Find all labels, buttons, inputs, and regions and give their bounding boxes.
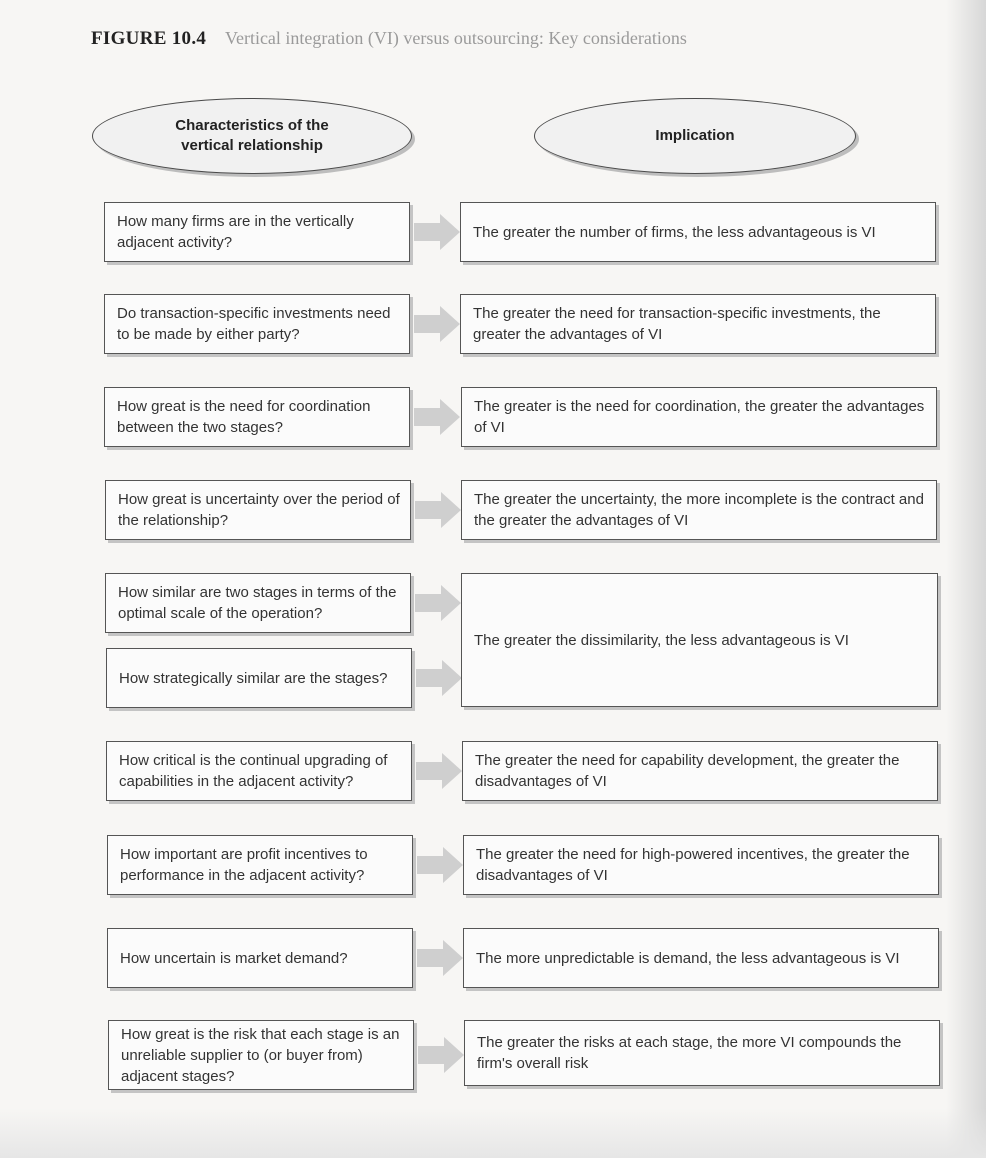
question-box-coordination <box>104 387 410 447</box>
page-edge-shadow <box>946 0 986 1158</box>
arrow-icon <box>418 1035 464 1075</box>
page-bottom-shadow <box>0 1108 986 1158</box>
question-box-transaction-investments <box>104 294 410 354</box>
question-text: How similar are two stages in terms of the optimal scale of the operation? <box>118 584 397 622</box>
question-box-market-demand <box>107 928 413 988</box>
implication-box-uncertainty <box>461 480 937 540</box>
question-text: How great is uncertainty over the period of the relationship? <box>118 491 400 529</box>
question-text: How great is the need for coordination between the two stages? <box>117 398 371 436</box>
question-box-profit-incentives <box>107 835 413 895</box>
arrow-icon <box>416 751 462 791</box>
implication-box-dissimilarity <box>461 573 938 707</box>
question-box-optimal-scale <box>105 573 411 633</box>
question-text: How many firms are in the vertically adjacent activity? <box>117 213 354 251</box>
question-text: How important are profit incentives to performance in the adjacent activity? <box>120 846 368 884</box>
implication-text: The greater the need for capability development, the greater the disadvantages of VI <box>475 752 900 790</box>
question-text: Do transaction-specific investments need to be made by either party? <box>117 305 391 343</box>
arrow-icon <box>417 845 463 885</box>
figure-label: FIGURE 10.4 <box>91 28 207 49</box>
implication-text: The more unpredictable is demand, the less advantageous is VI <box>476 949 900 967</box>
implication-box-demand <box>463 928 939 988</box>
arrow-icon <box>416 658 462 698</box>
implication-header <box>534 98 856 174</box>
question-box-capability-upgrading <box>106 741 412 801</box>
implication-header-text: Implication <box>655 127 735 144</box>
characteristics-header <box>92 98 412 174</box>
arrow-icon <box>417 938 463 978</box>
question-box-strategic-similarity <box>106 648 412 708</box>
arrow-icon <box>415 583 461 623</box>
question-box-uncertainty <box>105 480 411 540</box>
question-box-supplier-risk <box>108 1020 414 1090</box>
implication-text: The greater the uncertainty, the more incomplete is the contract and the greater the advantages of VI <box>474 491 924 529</box>
implication-text: The greater the number of firms, the less advantageous is VI <box>473 223 876 241</box>
figure-title <box>91 28 687 50</box>
implication-box-capability-development <box>462 741 938 801</box>
question-text: How strategically similar are the stages? <box>119 669 388 687</box>
implication-box-firms <box>460 202 936 262</box>
implication-box-coordination <box>461 387 937 447</box>
characteristics-header-text: Characteristics of the vertical relationship <box>175 117 329 154</box>
implication-box-risk <box>464 1020 940 1086</box>
question-text: How great is the risk that each stage is an unreliable supplier to (or buyer from) adjacent stages? <box>121 1025 400 1085</box>
implication-text: The greater the need for high-powered incentives, the greater the disadvantages of VI <box>476 846 910 884</box>
implication-text: The greater the dissimilarity, the less advantageous is VI <box>474 631 849 649</box>
arrow-icon <box>414 304 460 344</box>
question-text: How uncertain is market demand? <box>120 949 348 967</box>
arrow-icon <box>414 397 460 437</box>
implication-text: The greater is the need for coordination, the greater the advantages of VI <box>474 398 925 436</box>
question-box-firms <box>104 202 410 262</box>
figure-caption: Vertical integration (VI) versus outsourcing: Key considerations <box>224 28 687 48</box>
arrow-icon <box>415 490 461 530</box>
implication-box-transaction-investments <box>460 294 936 354</box>
implication-box-incentives <box>463 835 939 895</box>
arrow-icon <box>414 212 460 252</box>
question-text: How critical is the continual upgrading of capabilities in the adjacent activity? <box>119 752 388 790</box>
implication-text: The greater the risks at each stage, the more VI compounds the firm's overall risk <box>477 1034 902 1072</box>
implication-text: The greater the need for transaction-specific investments, the greater the advantages of VI <box>473 305 881 343</box>
